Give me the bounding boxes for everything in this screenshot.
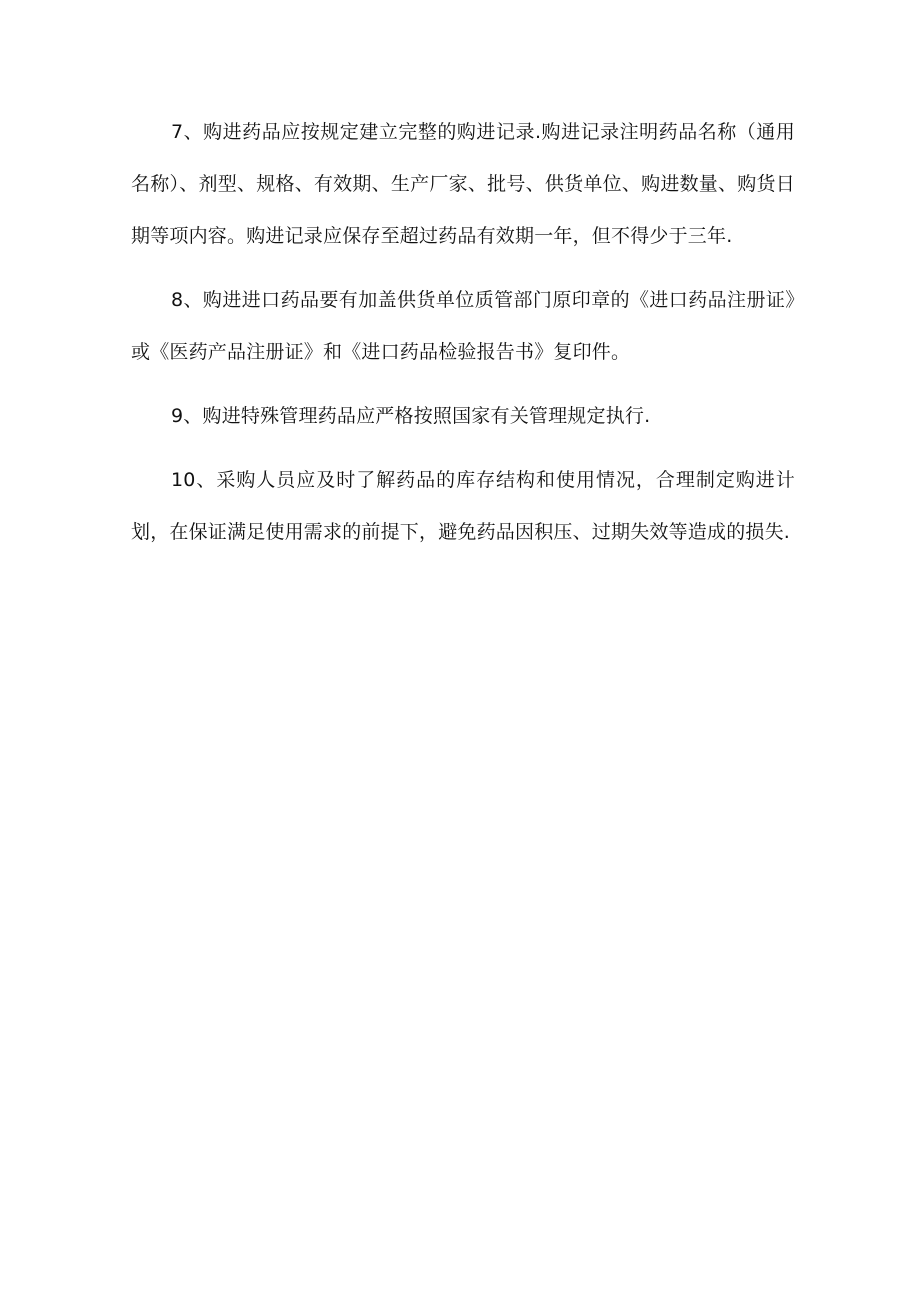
paragraph-7: 7、购进药品应按规定建立完整的购进记录.购进记录注明药品名称（通用名称）、剂型、规格、有效期、生产厂家、批号、供货单位、购进数量、购货日期等项内容。购进记录应保存至超过药品有效期一年，但不得少于三年. — [131, 121, 795, 247]
paragraph-9: 9、购进特殊管理药品应严格按照国家有关管理规定执行. — [171, 405, 651, 427]
document-body — [131, 106, 795, 570]
paragraph-10: 10、采购人员应及时了解药品的库存结构和使用情况，合理制定购进计划，在保证满足使用需求的前提下，避免药品因积压、过期失效等造成的损失. — [131, 469, 795, 543]
paragraph-8: 8、购进进口药品要有加盖供货单位质管部门原印章的《进口药品注册证》或《医药产品注册证》和《进口药品检验报告书》复印件。 — [131, 289, 795, 363]
